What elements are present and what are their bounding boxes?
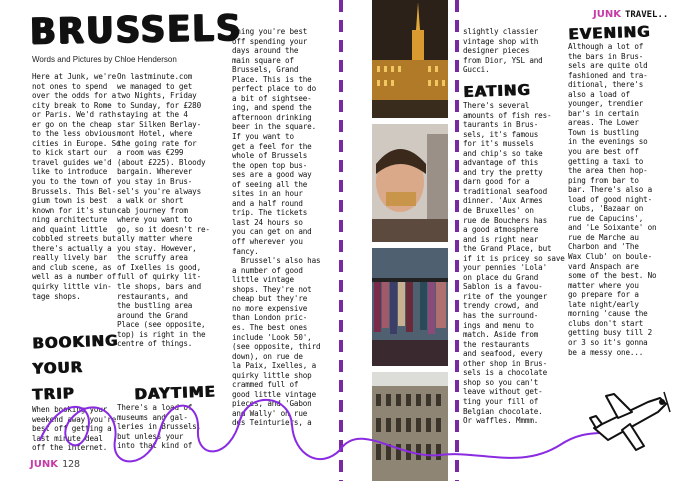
right-folio [593,9,668,20]
daytime-continued-text: thing you're best off spending your days around the main square of Brussels, Grand Place. This is the perfect place to do a bit of sightsee- ing, and spend the afternoon drinking beer in the square. If you want to get a feel for the whole of Brussels the open top bus- ses are a good way of seeing all the sites in an hour and a half round trip. The tickets last 24 hours so you can get on and off wherever you fancy. Brussel's also has a number of good little vintage shops. They're not cheap but they're no more expensive than London pric- es. The best ones include 'Look 50', (see opposite, third down), on rue de la Paix, Ixelles, a quirky little shop crammed full of good little vintage pieces, and 'Gabon and Wally' on rue des Teinturiers, a [232,27,321,428]
heading-your: YOUR [31,358,84,378]
heading-eating: EATING [462,80,531,102]
article-title: BRUSSELS [29,7,243,53]
folio-brand: JUNK [30,459,58,470]
airplane-icon [588,384,674,456]
eating-text: There's several amounts of fish res- taurants in Brus- sels, it's famous for it's mussels and chip's so take advantage of this and try the pretty darn good for a traditional seafood dinner. 'Aux Armes de Bruxelles' on rue de Bouchers has a good atmosphere and is right near the Grand Place, but if it is pricey so save your pennies 'Lola' on place du Grand Sablon is a favou- rite of the younger trendy crowd, and has the surround- ings and menu to match. Aside from the restaurants and seafood, every other shop in Brus- sels is a chocolate shop so you can't leave without get- ting your fill of Belgian chocolate. Or waffles. Mmmm. [463,101,565,426]
daytime-text: There's a load of museums and gal- leries in Brussels, but unless your into that kind of [117,403,202,451]
vintage-continued-text: slightly classier vintage shop with designer pieces from Dior, YSL and Gucci. [463,27,543,75]
heading-daytime: DAYTIME [133,382,216,404]
folio-brand: JUNK [593,9,621,20]
booking-text: When booking your weekend away you're best off getting a last minute deal off the internet. [32,405,117,453]
heading-evening: EVENING [567,22,651,44]
byline: Words and Pictures by Chloe Henderson [32,55,177,64]
booking-details-text: On lastminute.com we managed to get two Nights, Friday to Sunday, for £280 staying at the 4 star Silken Berlay- mont Hotel, where the going rate for a room was €299 (about £225). Bloody bargain. Wherever you stay in Brus- sel's you're always a walk or short cab journey from where you want to go, so it doesn't re- ally matter where you stay. However, the scruffy area of Ixelles is good, full of quirky lit- tle shops, bars and restaurants, and the bustling area around the Grand Place (see opposite, top) is right in the centre of things. [117,72,210,349]
section-label: TRAVEL.. [624,10,669,20]
heading-trip: TRIP [31,384,75,404]
intro-text: Here at Junk, we're not ones to spend over the odds for a city break to Rome or Paris. We'd rath- er go on the cheap to the less obvious cities in Europe. So to kick start our travel guides we'd like to introduce you to the town of Brussels. This Bel- gium town is best known for it's stun- ning architecture and quaint little cobbled streets but there's actually a really lively bar and club scene, as well as a number of quirky little vin- tage shops. [32,72,121,301]
page-number: 128 [61,459,81,470]
evening-text: Although a lot of the bars in Brus- sels are quite old fashioned and tra- ditional, there's also a load of younger, trendier bar's in certain areas. The Lower Town is bustling in the evenings so you are best off getting a taxi to the area then hop- ping from bar to bar. There's also a load of good night- clubs, 'Bazaar on rue de Capucins', and 'Le Soixante' on rue de Marche au Charbon and 'The Wax Club' on boule- vard Anspach are some of the best. No matter where you go prepare for a late night/early morning 'cause the clubs don't start getting busy till 2 or 3 so it's gonna be a messy one... [568,42,657,357]
heading-booking: BOOKING [31,331,119,353]
